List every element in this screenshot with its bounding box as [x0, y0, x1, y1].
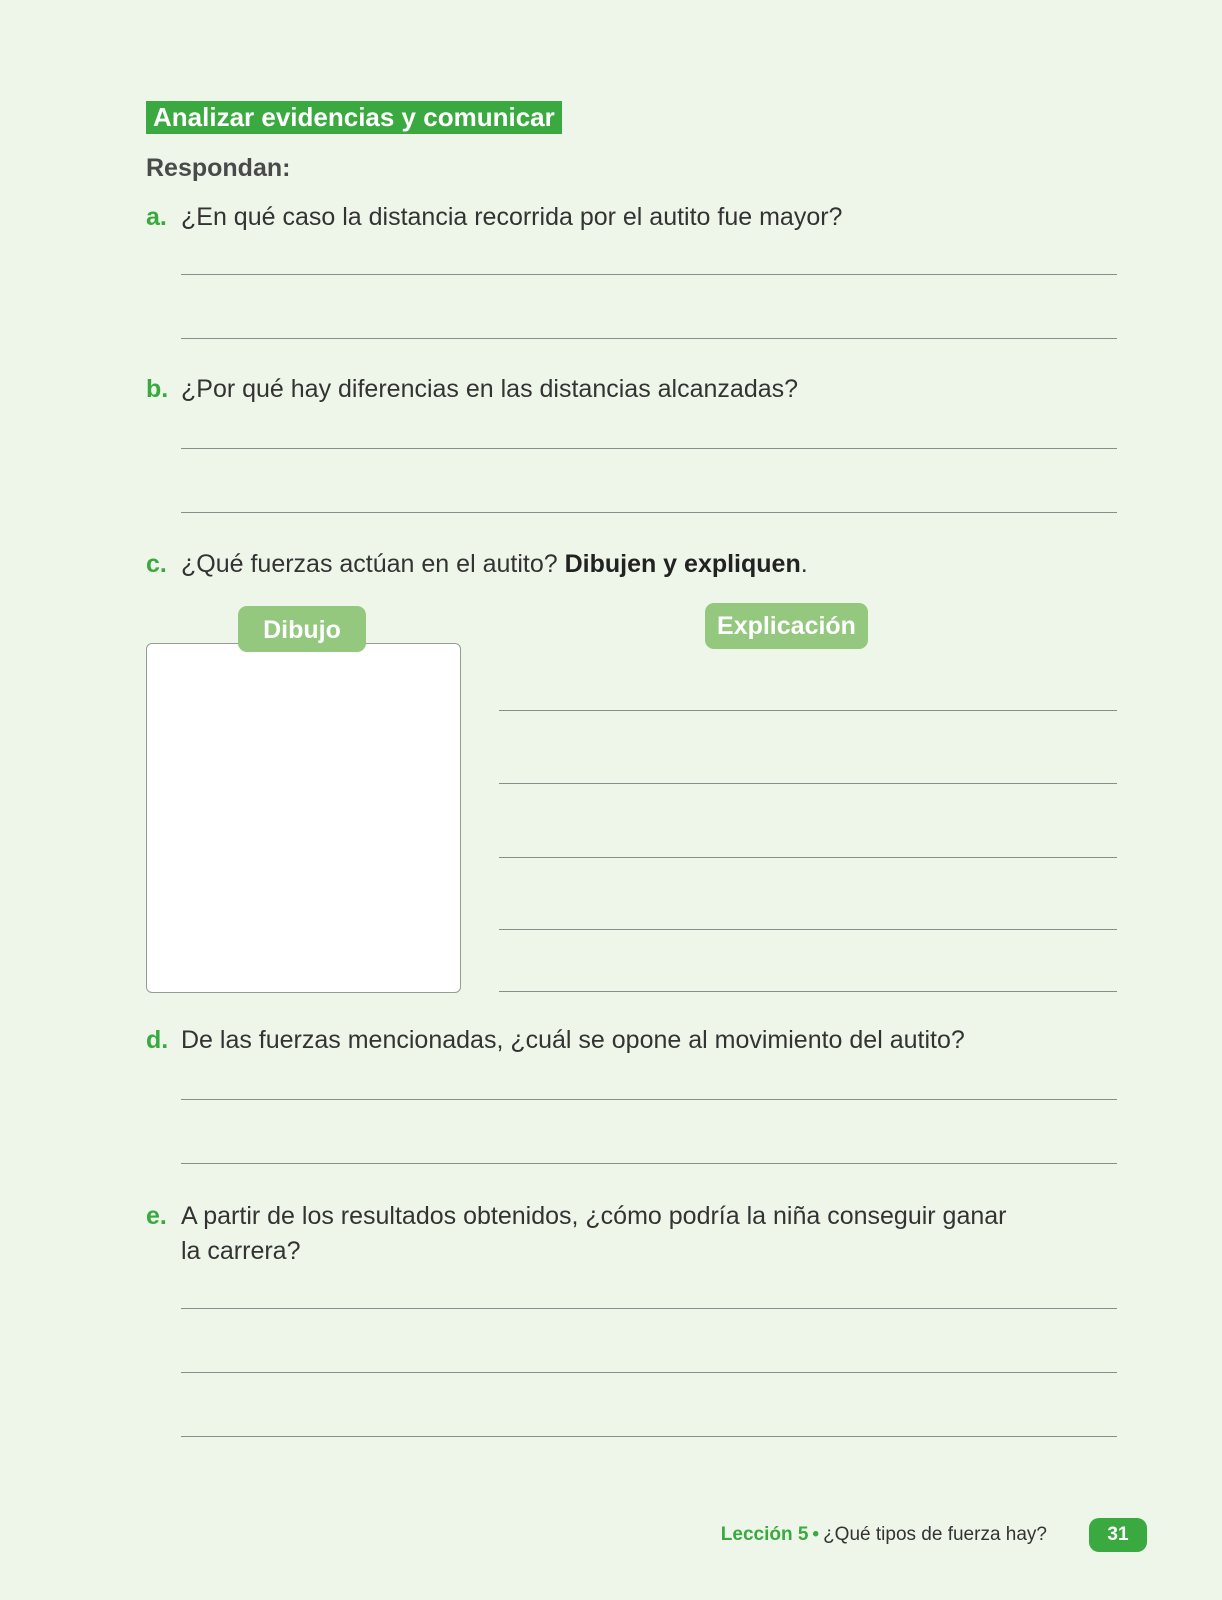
drawing-label: Dibujo: [238, 606, 366, 652]
explanation-line-1[interactable]: [499, 710, 1117, 711]
page-footer: [721, 1520, 1047, 1550]
question-text: ¿En qué caso la distancia recorrida por el autito fue mayor?: [181, 203, 843, 231]
question-text: ¿Por qué hay diferencias en las distancias alcanzadas?: [181, 375, 799, 403]
answer-line-e-1[interactable]: [181, 1308, 1117, 1309]
explanation-label: Explicación: [705, 603, 868, 649]
answer-line-a-2[interactable]: [181, 338, 1117, 339]
answer-line-b-1[interactable]: [181, 448, 1117, 449]
answer-line-a-1[interactable]: [181, 274, 1117, 275]
question-letter: a.: [146, 203, 167, 231]
question-e: [146, 1199, 1056, 1269]
page-number-badge: 31: [1089, 1518, 1147, 1552]
question-text-wrapper: [181, 547, 1056, 582]
explanation-line-4[interactable]: [499, 929, 1117, 930]
question-letter: b.: [146, 375, 169, 403]
explanation-line-5[interactable]: [499, 991, 1117, 992]
question-end-punctuation: .: [800, 550, 808, 578]
lesson-topic: ¿Qué tipos de fuerza hay?: [823, 1524, 1047, 1545]
explanation-line-2[interactable]: [499, 783, 1117, 784]
footer-separator: •: [812, 1524, 820, 1545]
question-letter: e.: [146, 1202, 167, 1230]
question-c: [146, 547, 1056, 582]
answer-line-e-3[interactable]: [181, 1436, 1117, 1437]
question-d: [146, 1023, 1056, 1058]
drawing-area[interactable]: [146, 643, 461, 993]
answer-line-e-2[interactable]: [181, 1372, 1117, 1373]
lesson-label: Lección 5: [720, 1524, 809, 1545]
section-banner: Analizar evidencias y comunicar: [146, 101, 562, 134]
question-emphasis: Dibujen y expliquen: [564, 550, 801, 578]
answer-line-b-2[interactable]: [181, 512, 1117, 513]
question-text: ¿Qué fuerzas actúan en el autito?: [181, 550, 558, 578]
answer-line-d-1[interactable]: [181, 1099, 1117, 1100]
question-text: De las fuerzas mencionadas, ¿cuál se opone al movimiento del autito?: [181, 1026, 965, 1054]
question-b: [146, 372, 1056, 407]
explanation-line-3[interactable]: [499, 857, 1117, 858]
instruction-heading: Respondan:: [146, 154, 291, 182]
answer-line-d-2[interactable]: [181, 1163, 1117, 1164]
question-text-line-2: la carrera?: [181, 1237, 301, 1265]
question-letter: c.: [146, 550, 167, 578]
question-text-line-1: A partir de los resultados obtenidos, ¿cómo podría la niña conseguir ganar: [181, 1202, 1007, 1230]
question-a: [146, 200, 1056, 235]
question-letter: d.: [146, 1026, 169, 1054]
